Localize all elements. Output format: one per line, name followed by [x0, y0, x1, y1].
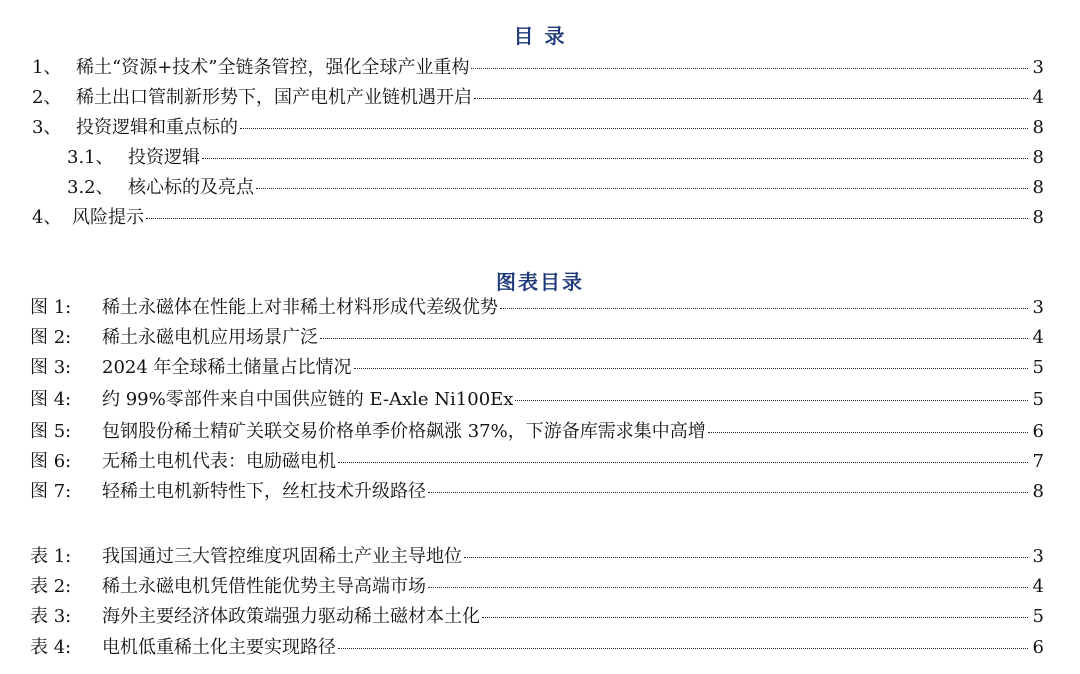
dot-leader	[471, 68, 1028, 69]
figure-page: 5	[1032, 357, 1044, 378]
table-number: 表 3:	[30, 606, 72, 627]
table-entry[interactable]	[30, 576, 1044, 598]
table-title: 稀土永磁电机凭借性能优势主导高端市场	[102, 576, 426, 597]
table-page: 5	[1032, 606, 1044, 627]
dot-leader	[708, 432, 1028, 433]
dot-leader	[428, 492, 1028, 493]
figure-page: 4	[1032, 327, 1044, 348]
dot-leader	[482, 617, 1028, 618]
dot-leader	[338, 648, 1028, 649]
dot-leader	[428, 587, 1028, 588]
dot-leader	[240, 128, 1028, 129]
table-page: 6	[1032, 637, 1044, 658]
table-entry[interactable]	[30, 606, 1044, 628]
figure-number: 图 5:	[30, 421, 72, 442]
figure-number: 图 2:	[30, 327, 72, 348]
figure-number: 图 7:	[30, 481, 72, 502]
figure-title: 稀土永磁电机应用场景广泛	[102, 327, 318, 348]
figure-title: 约 99%零部件来自中国供应链的 E-Axle Ni100Ex	[102, 389, 514, 410]
figure-title: 稀土永磁体在性能上对非稀土材料形成代差级优势	[102, 297, 498, 318]
figure-title: 2024 年全球稀土储量占比情况	[102, 357, 352, 378]
figure-page: 7	[1032, 451, 1044, 472]
dot-leader	[146, 218, 1028, 219]
toc-entry[interactable]	[32, 87, 1044, 109]
toc-entry-page: 8	[1032, 117, 1044, 138]
toc-entry[interactable]	[32, 117, 1044, 139]
figure-page: 5	[1032, 389, 1044, 410]
dot-leader	[464, 557, 1028, 558]
figure-number: 图 4:	[30, 389, 72, 410]
toc-entry-title: 稀土出口管制新形势下，国产电机产业链机遇开启	[76, 87, 472, 108]
toc-entry-page: 8	[1032, 147, 1044, 168]
dot-leader	[256, 188, 1028, 189]
table-title: 电机低重稀土化主要实现路径	[102, 637, 336, 658]
dot-leader	[474, 98, 1028, 99]
toc-entry-title: 核心标的及亮点	[128, 177, 254, 198]
toc-heading: 目 录	[513, 24, 567, 48]
figure-entry[interactable]	[30, 357, 1044, 379]
figure-title: 包钢股份稀土精矿关联交易价格单季价格飙涨 37%，下游备库需求集中高增	[102, 421, 706, 442]
toc-entry-number: 3.1、	[67, 147, 114, 168]
table-entry[interactable]	[30, 637, 1044, 659]
figure-page: 8	[1032, 481, 1044, 502]
toc-entry-number: 1、	[32, 57, 62, 78]
toc-entry-title: 风险提示	[72, 207, 144, 228]
toc-subentry[interactable]	[67, 147, 1044, 169]
dot-leader	[515, 400, 1028, 401]
toc-entry-page: 8	[1032, 207, 1044, 228]
figure-title: 轻稀土电机新特性下，丝杠技术升级路径	[102, 481, 426, 502]
toc-entry[interactable]	[32, 207, 1044, 229]
toc-entry-title: 稀土“资源+技术”全链条管控，强化全球产业重构	[76, 57, 470, 78]
dot-leader	[354, 368, 1028, 369]
table-entry[interactable]	[30, 546, 1044, 568]
table-number: 表 1:	[30, 546, 72, 567]
figure-entry[interactable]	[30, 421, 1044, 443]
figure-entry[interactable]	[30, 297, 1044, 319]
toc-entry-page: 8	[1032, 177, 1044, 198]
figure-entry[interactable]	[30, 389, 1044, 411]
figure-number: 图 1:	[30, 297, 72, 318]
table-title: 海外主要经济体政策端强力驱动稀土磁材本土化	[102, 606, 480, 627]
table-number: 表 2:	[30, 576, 72, 597]
dot-leader	[338, 462, 1028, 463]
toc-entry-number: 3、	[32, 117, 62, 138]
figure-entry[interactable]	[30, 327, 1044, 349]
toc-entry[interactable]	[32, 57, 1044, 79]
toc-entry-page: 4	[1032, 87, 1044, 108]
figures-heading: 图表目录	[496, 270, 584, 294]
toc-subentry[interactable]	[67, 177, 1044, 199]
dot-leader	[202, 158, 1028, 159]
figure-number: 图 6:	[30, 451, 72, 472]
toc-entry-number: 3.2、	[67, 177, 114, 198]
figure-page: 6	[1032, 421, 1044, 442]
dot-leader	[500, 308, 1028, 309]
figure-number: 图 3:	[30, 357, 72, 378]
table-page: 4	[1032, 576, 1044, 597]
figure-entry[interactable]	[30, 481, 1044, 503]
toc-entry-title: 投资逻辑和重点标的	[76, 117, 238, 138]
figure-title: 无稀土电机代表：电励磁电机	[102, 451, 336, 472]
figure-entry[interactable]	[30, 451, 1044, 473]
table-title: 我国通过三大管控维度巩固稀土产业主导地位	[102, 546, 462, 567]
dot-leader	[320, 338, 1028, 339]
toc-entry-title: 投资逻辑	[128, 147, 200, 168]
toc-entry-number: 2、	[32, 87, 62, 108]
toc-entry-page: 3	[1032, 57, 1044, 78]
toc-entry-number: 4、	[32, 207, 62, 228]
table-number: 表 4:	[30, 637, 72, 658]
table-page: 3	[1032, 546, 1044, 567]
figure-page: 3	[1032, 297, 1044, 318]
